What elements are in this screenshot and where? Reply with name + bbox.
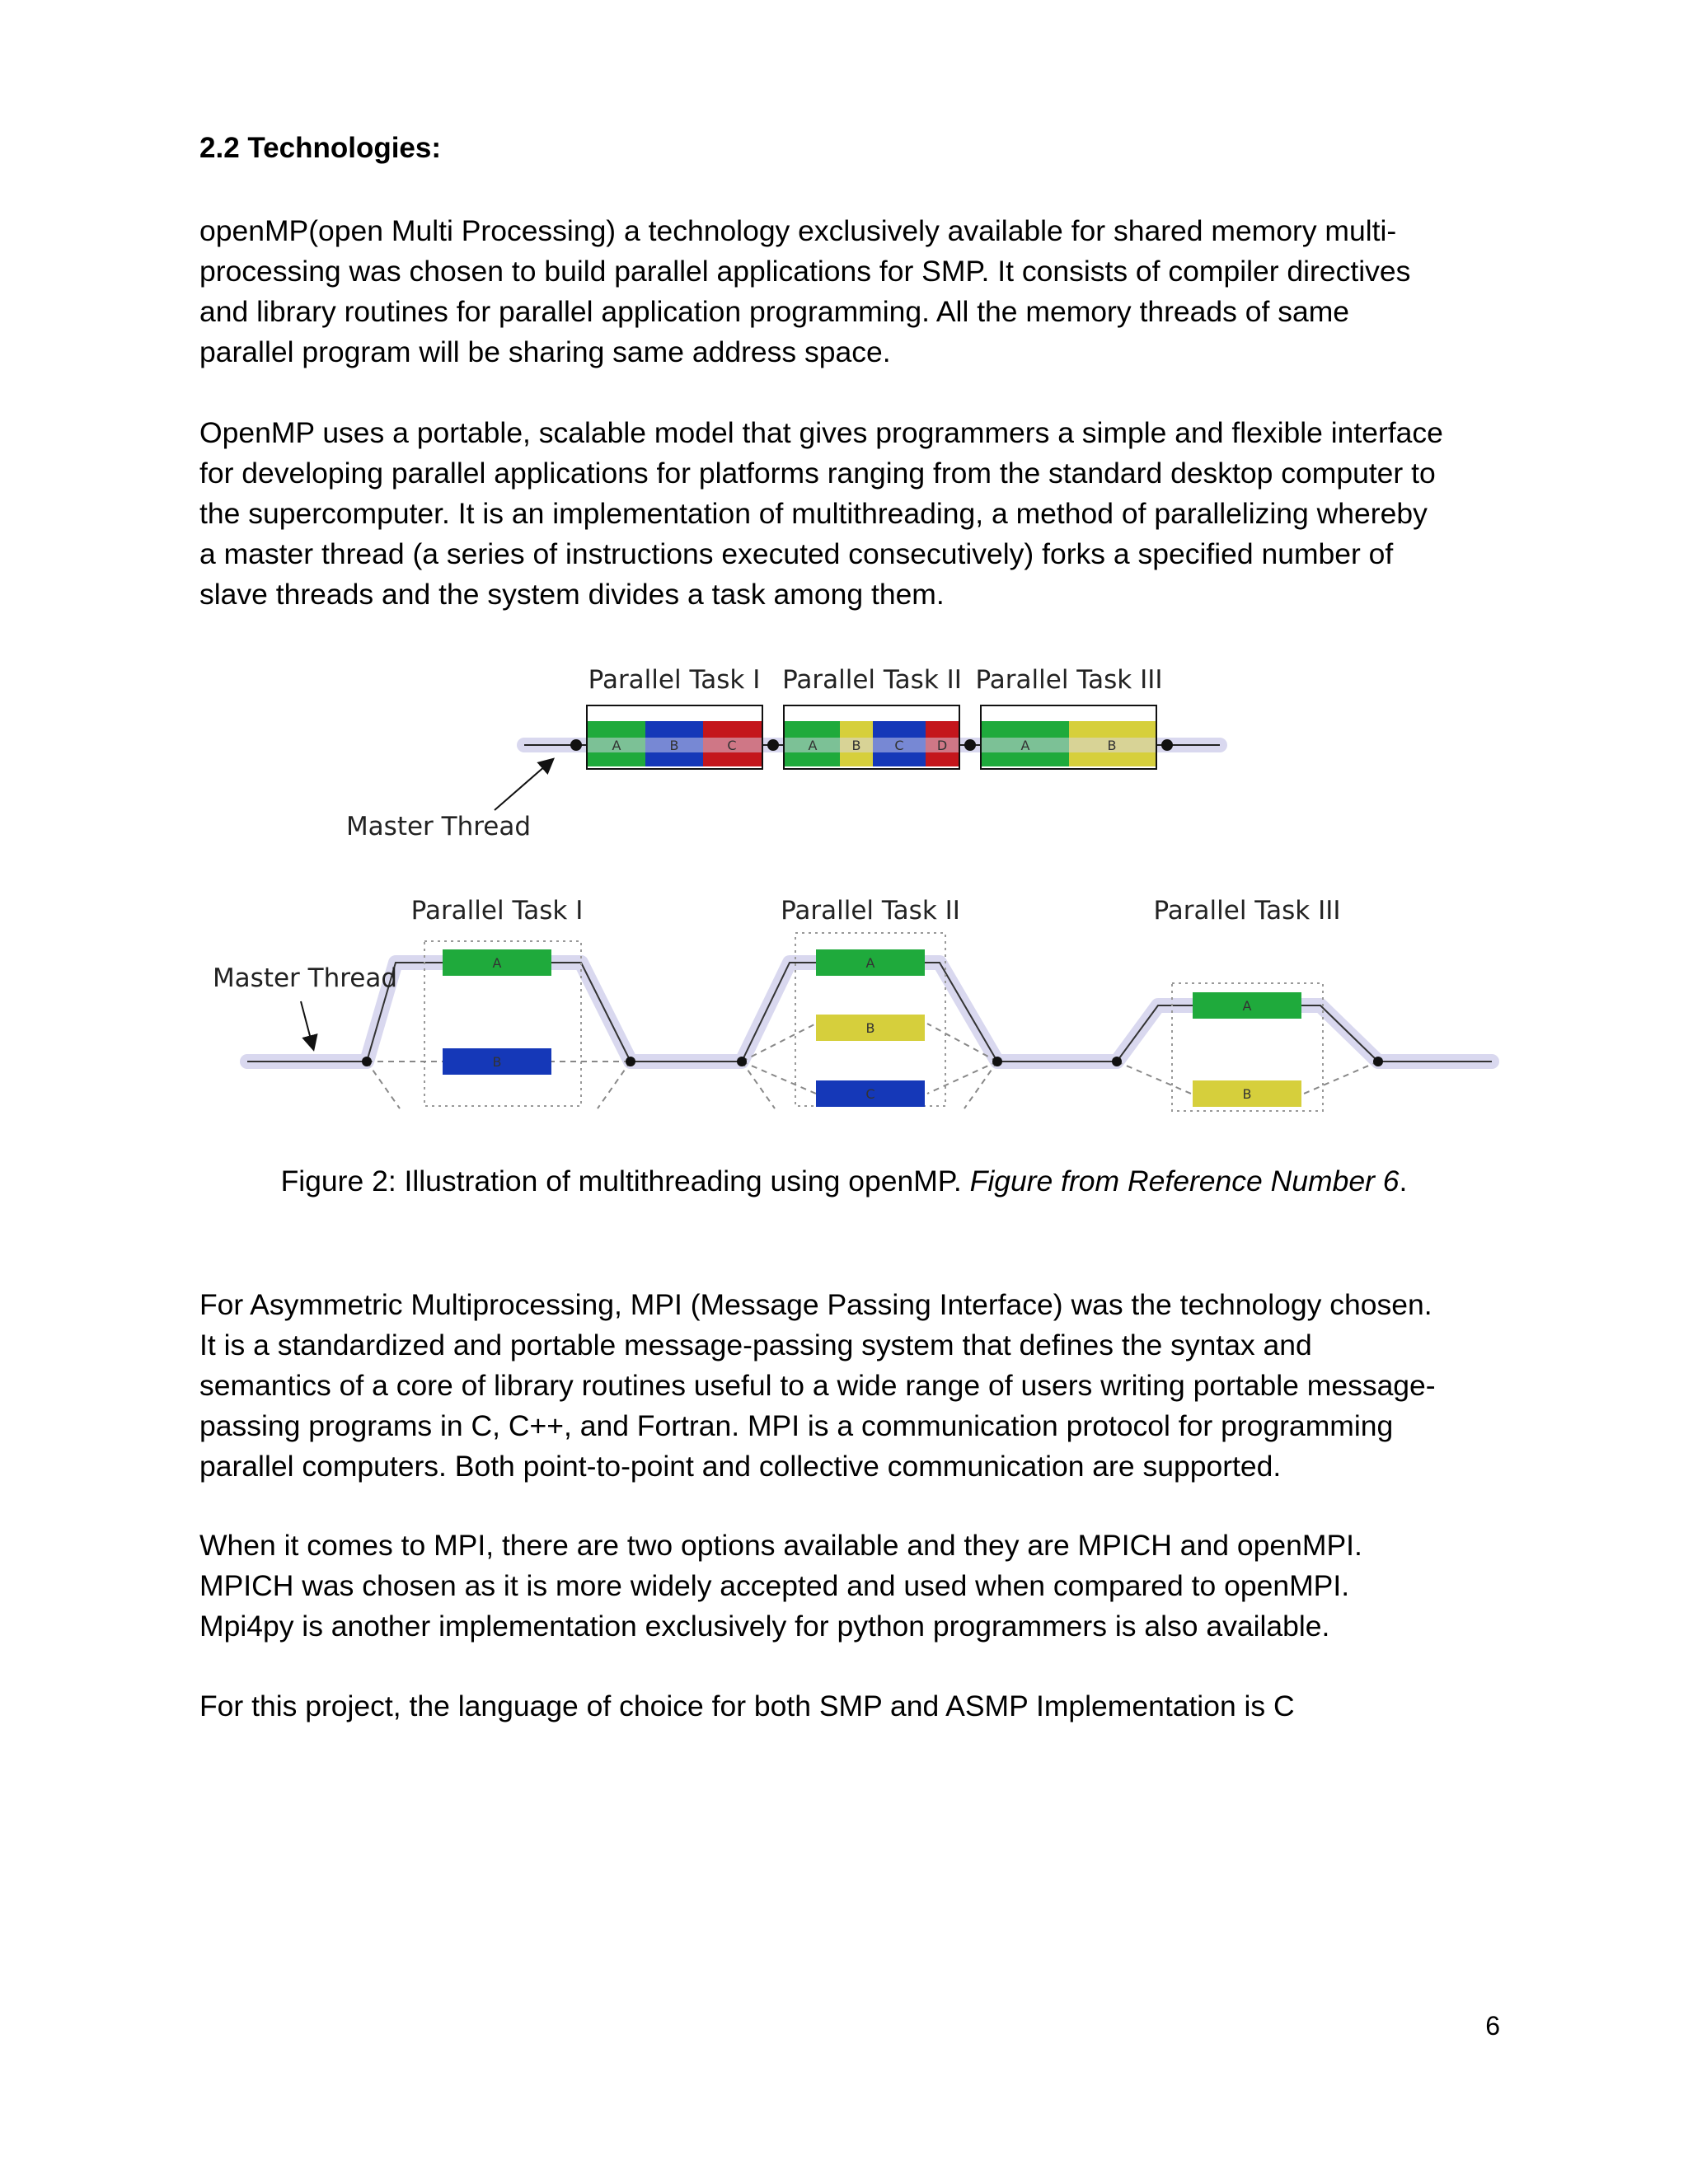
text-line: the supercomputer. It is an implementation of multithreading, a method of parallelizing whereby [199,497,1428,530]
master-thread-arrow [495,760,552,810]
task1-segment-label: B [669,738,679,753]
section-heading: 2.2 Technologies: [199,132,442,164]
master-thread-arrow [301,1001,313,1048]
join-node [964,739,976,751]
text-line: For Asymmetric Multiprocessing, MPI (Message Passing Interface) was the technology chosen. [199,1288,1432,1321]
bottom-diagram [213,896,1492,1111]
task3-segment-label: B [1107,738,1117,753]
text-line: When it comes to MPI, there are two options available and they are MPICH and openMPI. [199,1529,1362,1562]
master-thread-label: Master Thread [212,963,398,993]
multithreading-diagram [0,643,1688,1137]
text-line: processing was chosen to build parallel applications for SMP. It consists of compiler directives [199,255,1411,288]
caption-source: Figure from Reference Number 6 [969,1165,1400,1197]
fork-node [570,739,582,751]
top-diagram [346,665,1220,841]
text-line: slave threads and the system divides a task among them. [199,578,945,611]
thread-label: B [492,1054,502,1070]
text-line: MPICH was chosen as it is more widely accepted and used when compared to openMPI. [199,1569,1350,1602]
task3-segment-label: A [1020,738,1030,753]
paragraph-mpi-intro [199,1285,1510,1487]
fork-node [737,1057,747,1066]
text-line: parallel computers. Both point-to-point and collective communication are supported. [199,1450,1282,1483]
text-line: Mpi4py is another implementation exclusively for python programmers is also available. [199,1610,1330,1643]
thread-label: C [865,1086,875,1102]
page-number: 6 [1485,2011,1500,2041]
text-line: for developing parallel applications for platforms ranging from the standard desktop computer to [199,457,1436,490]
paragraph-language-choice [199,1686,1510,1727]
caption-text: Figure 2: Illustration of multithreading using openMP. [280,1165,970,1197]
text-line: It is a standardized and portable message-passing system that defines the syntax and [199,1329,1312,1361]
task2-segment-label: D [936,738,948,753]
figure-caption [0,1165,1688,1198]
text-line: semantics of a core of library routines useful to a wide range of users writing portable message- [199,1369,1436,1402]
thread-label: B [1242,1086,1252,1102]
task-label: Parallel Task I [410,896,584,926]
text-line: a master thread (a series of instructions executed consecutively) forks a specified number of [199,537,1394,570]
text-line: openMP(open Multi Processing) a technology exclusively available for shared memory multi- [199,214,1397,247]
thread-label: A [865,955,875,971]
text-line: parallel program will be sharing same address space. [199,335,891,368]
task3-band-overlay [982,738,1156,752]
paragraph-openmp-model [199,413,1510,615]
task-label: Parallel Task I [588,665,761,695]
task-label: Parallel Task II [782,665,962,695]
paragraph-openmp-intro [199,211,1510,373]
caption-suffix: . [1399,1165,1408,1197]
task-label: Parallel Task III [975,665,1163,695]
thread-label: A [492,955,502,971]
text-line: passing programs in C, C++, and Fortran. MPI is a communication protocol for programming [199,1409,1394,1442]
fork-node [1112,1057,1122,1066]
task1-segment-label: A [612,738,621,753]
task2-segment-label: C [894,738,904,753]
thread-band [247,963,1492,1062]
join-node [626,1057,635,1066]
text-line: OpenMP uses a portable, scalable model that gives programmers a simple and flexible interface [199,416,1443,449]
thread-label: B [865,1020,875,1036]
master-thread-label: Master Thread [345,812,532,841]
text-line: For this project, the language of choice for both SMP and ASMP Implementation is C [199,1690,1295,1722]
task-label: Parallel Task III [1153,896,1341,926]
join-node [1373,1057,1383,1066]
join-node [767,739,779,751]
fork-node [362,1057,372,1066]
task2-segment-label: A [808,738,818,753]
text-line: and library routines for parallel application programming. All the memory threads of same [199,295,1350,328]
task-label: Parallel Task II [781,896,960,926]
join-node [992,1057,1002,1066]
thread-label: A [1242,998,1252,1014]
multithreading-figure [0,643,1688,1137]
join-node [1161,739,1173,751]
task2-segment-label: B [851,738,861,753]
task1-segment-label: C [727,738,737,753]
paragraph-mpi-options [199,1526,1510,1647]
